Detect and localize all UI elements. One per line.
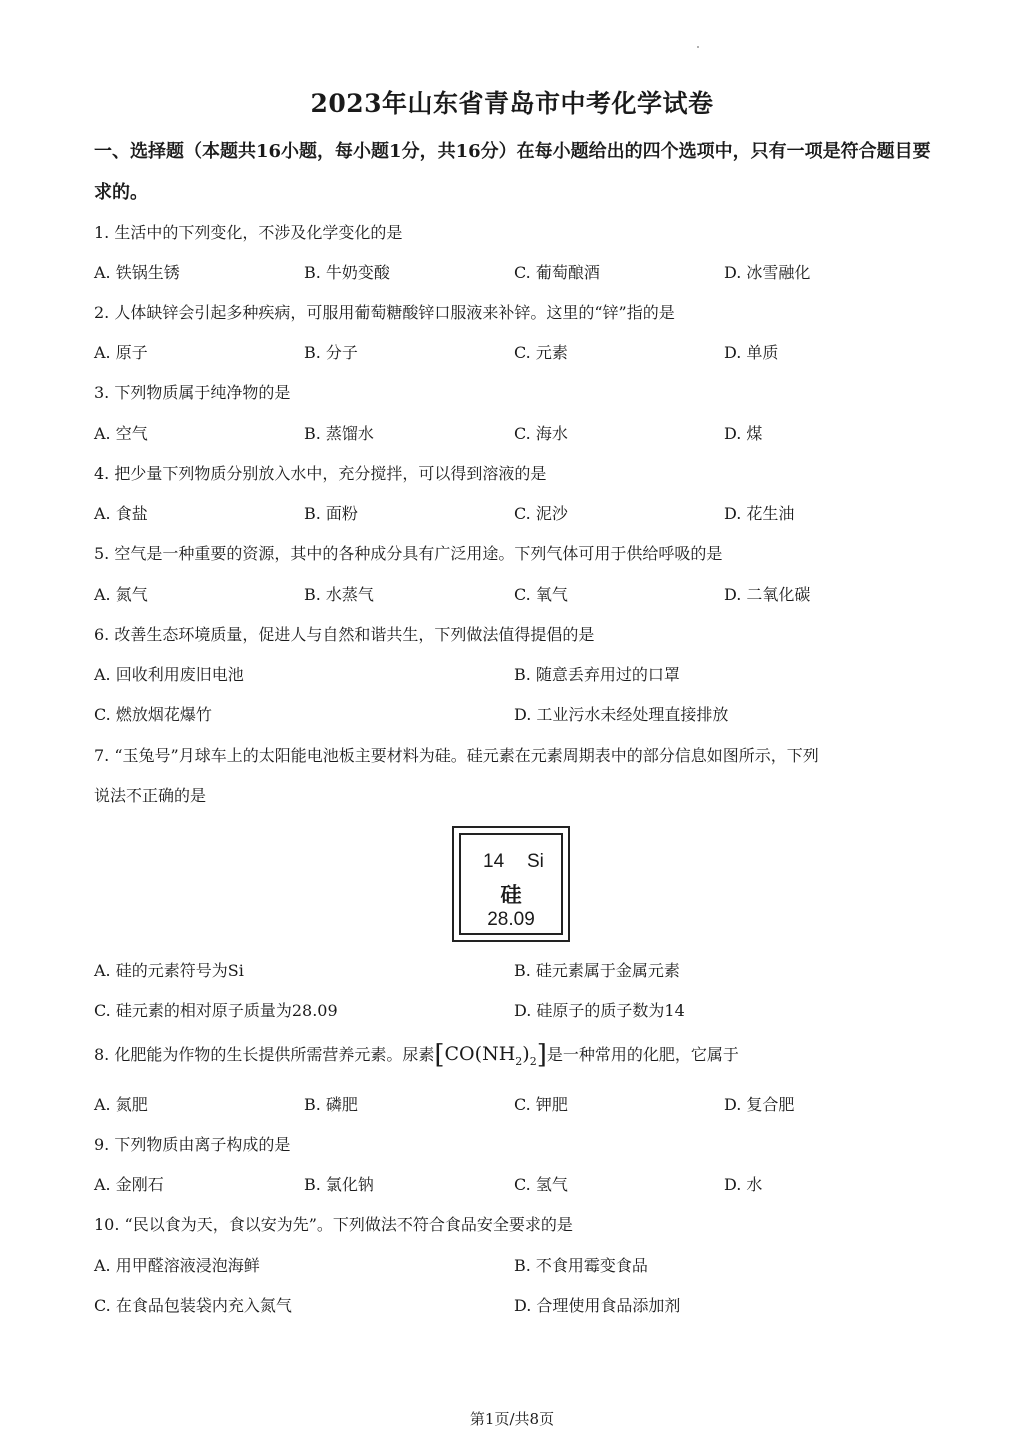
question-9-option-b: B. 氯化钠 bbox=[304, 1175, 374, 1194]
question-2-stem: 2. 人体缺锌会引起多种疾病，可服用葡萄糖酸锌口服液来补锌。这里的“锌”指的是 bbox=[94, 303, 675, 322]
question-4-option-d: D. 花生油 bbox=[724, 504, 795, 523]
page-footer: 第1页/共8页 bbox=[469, 1410, 555, 1428]
atomic-number: 14 bbox=[483, 851, 505, 872]
question-6-option-b: B. 随意丢弃用过的口罩 bbox=[514, 665, 680, 684]
question-10-option-c: C. 在食品包装袋内充入氮气 bbox=[94, 1296, 292, 1315]
question-3-stem: 3. 下列物质属于纯净物的是 bbox=[94, 383, 291, 402]
question-6-option-c: C. 燃放烟花爆竹 bbox=[94, 705, 212, 724]
question-10-option-b: B. 不食用霉变食品 bbox=[514, 1256, 648, 1275]
question-3-option-a: A. 空气 bbox=[94, 424, 148, 443]
question-4-option-a: A. 食盐 bbox=[94, 504, 148, 523]
question-1-option-c: C. 葡萄酿酒 bbox=[514, 263, 600, 282]
question-1-stem: 1. 生活中的下列变化，不涉及化学变化的是 bbox=[94, 223, 403, 242]
question-8-option-d: D. 复合肥 bbox=[724, 1095, 795, 1114]
question-8-stem-post: 是一种常用的化肥，它属于 bbox=[546, 1045, 739, 1064]
question-6-stem: 6. 改善生态环境质量，促进人与自然和谐共生，下列做法值得提倡的是 bbox=[94, 625, 595, 644]
question-7-stem-line2: 说法不正确的是 bbox=[94, 786, 207, 805]
question-5-option-b: B. 水蒸气 bbox=[304, 585, 374, 604]
element-name: 硅 bbox=[500, 884, 522, 907]
page-title: 2023年山东省青岛市中考化学试卷 bbox=[310, 89, 714, 118]
atomic-mass: 28.09 bbox=[487, 909, 535, 930]
question-8-stem bbox=[94, 1040, 739, 1073]
formula-subscript-h: 2 bbox=[515, 1055, 523, 1068]
periodic-table-cell bbox=[452, 826, 570, 942]
question-2-option-d: D. 单质 bbox=[724, 343, 779, 362]
formula-co: CO bbox=[444, 1043, 475, 1065]
question-3-option-b: B. 蒸馏水 bbox=[304, 424, 374, 443]
question-10-option-d: D. 合理使用食品添加剂 bbox=[514, 1296, 681, 1315]
periodic-table-cell-inner bbox=[459, 833, 563, 935]
question-1-option-b: B. 牛奶变酸 bbox=[304, 263, 390, 282]
question-7-option-b: B. 硅元素属于金属元素 bbox=[514, 961, 680, 980]
formula-open-paren: ( bbox=[474, 1043, 483, 1065]
question-9-option-d: D. 水 bbox=[724, 1175, 763, 1194]
scan-dot bbox=[697, 46, 699, 48]
question-7-option-c: C. 硅元素的相对原子质量为28.09 bbox=[94, 1001, 338, 1020]
formula-open-bracket: [ bbox=[434, 1040, 445, 1070]
question-5-option-a: A. 氮气 bbox=[94, 585, 148, 604]
question-8-stem-pre: 8. 化肥能为作物的生长提供所需营养元素。尿素 bbox=[94, 1045, 435, 1064]
question-9-option-a: A. 金刚石 bbox=[94, 1175, 164, 1194]
question-6-option-d: D. 工业污水未经处理直接排放 bbox=[514, 705, 729, 724]
question-2-option-c: C. 元素 bbox=[514, 343, 568, 362]
question-3-option-c: C. 海水 bbox=[514, 424, 568, 443]
question-3-option-d: D. 煤 bbox=[724, 424, 763, 443]
question-9-stem: 9. 下列物质由离子构成的是 bbox=[94, 1135, 291, 1154]
question-6-option-a: A. 回收利用废旧电池 bbox=[94, 665, 244, 684]
question-4-option-b: B. 面粉 bbox=[304, 504, 358, 523]
formula-close-bracket: ] bbox=[536, 1040, 547, 1070]
element-symbol: Si bbox=[527, 851, 544, 872]
question-1-option-a: A. 铁锅生锈 bbox=[94, 263, 180, 282]
question-7-option-d: D. 硅原子的质子数为14 bbox=[514, 1001, 685, 1020]
question-4-option-c: C. 泥沙 bbox=[514, 504, 568, 523]
question-4-stem: 4. 把少量下列物质分别放入水中，充分搅拌，可以得到溶液的是 bbox=[94, 464, 547, 483]
question-5-option-d: D. 二氧化碳 bbox=[724, 585, 811, 604]
question-7-option-a: A. 硅的元素符号为Si bbox=[94, 961, 244, 980]
formula-close-paren: ) bbox=[522, 1043, 530, 1065]
question-5-stem: 5. 空气是一种重要的资源，其中的各种成分具有广泛用途。下列气体可用于供给呼吸的是 bbox=[94, 544, 723, 563]
question-10-stem: 10. “民以食为天，食以安为先”。下列做法不符合食品安全要求的是 bbox=[94, 1215, 573, 1234]
formula-nh: NH bbox=[482, 1043, 516, 1065]
question-8-option-c: C. 钾肥 bbox=[514, 1095, 568, 1114]
question-8-option-a: A. 氮肥 bbox=[94, 1095, 148, 1114]
formula-subscript-group: 2 bbox=[529, 1055, 537, 1068]
section-heading: 一、选择题（本题共16小题，每小题1分，共16分）在每小题给出的四个选项中，只有一项是符合题目要求的。 bbox=[94, 141, 931, 203]
question-5-option-c: C. 氧气 bbox=[514, 585, 568, 604]
question-10-option-a: A. 用甲醛溶液浸泡海鲜 bbox=[94, 1256, 260, 1275]
question-7-stem-line1: 7. “玉兔号”月球车上的太阳能电池板主要材料为硅。硅元素在元素周期表中的部分信息如图所示，下列 bbox=[94, 746, 819, 765]
question-9-option-c: C. 氢气 bbox=[514, 1175, 568, 1194]
question-1-option-d: D. 冰雪融化 bbox=[724, 263, 811, 282]
question-8-option-b: B. 磷肥 bbox=[304, 1095, 358, 1114]
question-2-option-b: B. 分子 bbox=[304, 343, 358, 362]
question-2-option-a: A. 原子 bbox=[94, 343, 148, 362]
